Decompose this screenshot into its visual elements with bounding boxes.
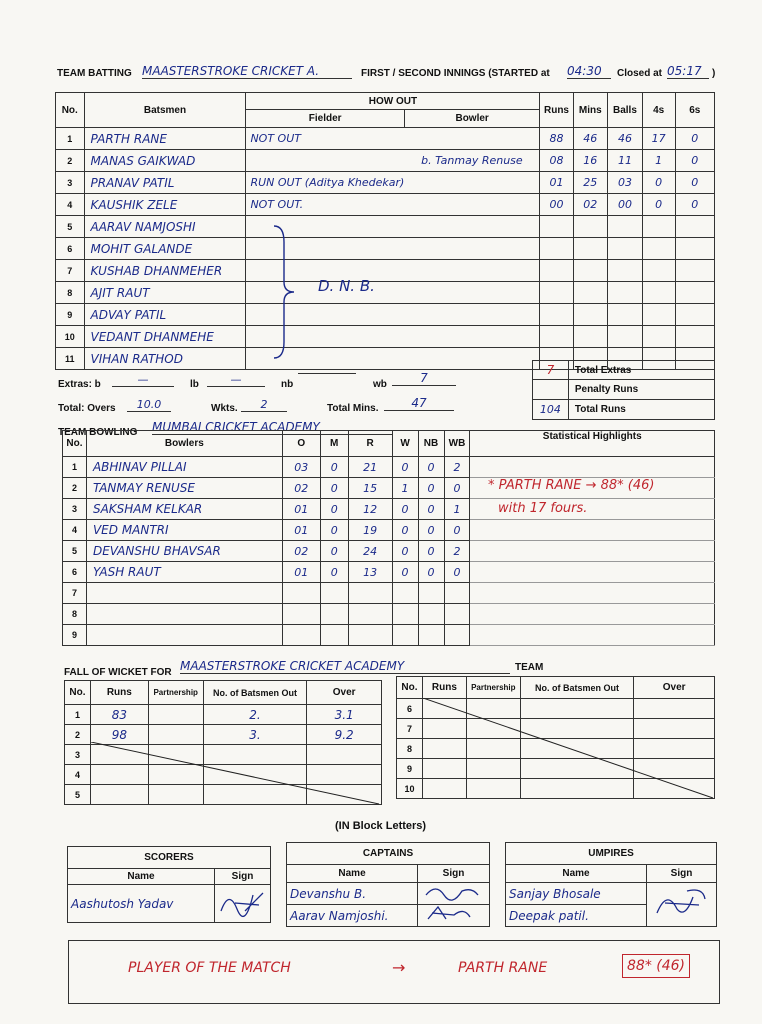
nb-label: nb (281, 379, 294, 390)
batsman-balls (608, 282, 643, 304)
total-mins-label: Total Mins. (327, 403, 379, 414)
bowler-runs: 12 (348, 499, 392, 520)
dismissal-bowler (404, 128, 540, 150)
batsman-sixes: 0 (675, 150, 715, 172)
batsman-no: 1 (56, 128, 85, 150)
bowler-name: SAKSHAM KELKAR (86, 499, 282, 520)
batsman-balls: 46 (608, 128, 643, 150)
bowler-runs: 19 (348, 520, 392, 541)
bowler-runs (348, 583, 392, 604)
bowler-maidens: 0 (320, 457, 348, 478)
bowler-wickets: 0 (392, 541, 418, 562)
fow-label: FALL OF WICKET FOR (64, 667, 172, 678)
bowler-noballs (418, 604, 444, 625)
bowler-runs: 21 (348, 457, 392, 478)
total-extras-value: 7 (533, 361, 569, 380)
batsman-name: ADVAY PATIL (84, 304, 246, 326)
bowler-maidens: 0 (320, 478, 348, 499)
col-4s: 4s (642, 93, 675, 128)
team-batting-label: TEAM BATTING (57, 68, 132, 79)
fow-over: 3.1 (307, 705, 382, 725)
dismissal-bowler (404, 326, 540, 348)
fow-no: 1 (65, 705, 91, 725)
batsman-balls: 00 (608, 194, 643, 216)
batsman-name: MANAS GAIKWAD (84, 150, 246, 172)
fow-col-runs-r: Runs (422, 677, 466, 699)
col-m: M (320, 431, 348, 457)
lb-label: lb (190, 379, 199, 390)
batsman-mins: 25 (573, 172, 608, 194)
col-bowl-no: No. (63, 431, 87, 457)
bowler-runs: 15 (348, 478, 392, 499)
team-bowling-value: MUMBAI CRICKET ACADEMY (152, 420, 392, 435)
batsman-sixes (675, 260, 715, 282)
col-w: W (392, 431, 418, 457)
batsman-fours (642, 260, 675, 282)
captains-title: CAPTAINS (287, 843, 490, 865)
highlights-cell (470, 541, 715, 562)
batsman-no: 8 (56, 282, 85, 304)
bowler-maidens (320, 625, 348, 646)
batsman-fours: 1 (642, 150, 675, 172)
bowler-wides (444, 583, 470, 604)
batting-row (56, 194, 715, 216)
total-overs: 10.0 (127, 398, 171, 412)
batsman-name: AJIT RAUT (84, 282, 246, 304)
col-bowlers: Bowlers (86, 431, 282, 457)
bowler-wides: 2 (444, 541, 470, 562)
potm-score: 88* (46) (622, 954, 690, 978)
batsman-mins (573, 238, 608, 260)
block-letters-note: (IN Block Letters) (335, 820, 427, 832)
bowler-wickets: 0 (392, 457, 418, 478)
captains-name-label: Name (287, 865, 418, 883)
batsman-fours: 0 (642, 172, 675, 194)
bowler-overs: 03 (282, 457, 320, 478)
bowling-row (63, 520, 715, 541)
bowling-row (63, 541, 715, 562)
total-overs-label: Total: Overs (58, 403, 116, 414)
batting-row (56, 128, 715, 150)
bowler-noballs: 0 (418, 562, 444, 583)
bowler-no: 7 (63, 583, 87, 604)
fow-runs: 98 (90, 725, 148, 745)
batting-row (56, 326, 715, 348)
penalty-runs-label: Penalty Runs (568, 380, 714, 400)
bowler-maidens: 0 (320, 499, 348, 520)
bowler-noballs: 0 (418, 457, 444, 478)
batting-row (56, 304, 715, 326)
batting-table (55, 92, 715, 370)
extras-wb: 7 (392, 371, 456, 386)
wkts-label: Wkts. (211, 403, 238, 414)
bowler-runs: 13 (348, 562, 392, 583)
umpires-sign-label: Sign (647, 865, 717, 883)
batsman-runs: 01 (540, 172, 573, 194)
fow-no: 6 (397, 699, 423, 719)
batsman-no: 3 (56, 172, 85, 194)
batsman-balls (608, 260, 643, 282)
extras-label: Extras: b (58, 379, 101, 390)
batsman-mins (573, 326, 608, 348)
batsman-sixes (675, 282, 715, 304)
scorers-title: SCORERS (68, 847, 271, 869)
total-extras-label: Total Extras (568, 361, 714, 380)
batsman-sixes (675, 216, 715, 238)
umpires-title: UMPIRES (506, 843, 717, 865)
bowler-overs (282, 583, 320, 604)
highlights-cell (470, 583, 715, 604)
bowling-row (63, 583, 715, 604)
umpire-name-2: Deepak patil. (506, 905, 647, 927)
batsman-no: 4 (56, 194, 85, 216)
batsman-no: 6 (56, 238, 85, 260)
col-o: O (282, 431, 320, 457)
team-batting-value: MAASTERSTROKE CRICKET A. (142, 64, 352, 79)
scorers-box (67, 846, 271, 923)
dnb-label: D. N. B. (318, 277, 375, 295)
batsman-runs (540, 238, 573, 260)
total-runs-value: 104 (533, 400, 569, 420)
dismissal-bowler (404, 282, 540, 304)
team-bowling-label: TEAM BOWLING (58, 427, 138, 438)
closed-label: Closed at (617, 68, 663, 79)
fow-no: 2 (65, 725, 91, 745)
captains-box (286, 842, 490, 927)
totals-box (532, 360, 715, 420)
potm-label: PLAYER OF THE MATCH (128, 960, 291, 976)
batsman-sixes (675, 304, 715, 326)
dismissal-bowler (404, 216, 540, 238)
col-how-out: HOW OUT (246, 93, 540, 110)
bowler-no: 4 (63, 520, 87, 541)
bowling-row (63, 562, 715, 583)
batsman-name: MOHIT GALANDE (84, 238, 246, 260)
batsman-no: 5 (56, 216, 85, 238)
batsman-fours: 0 (642, 194, 675, 216)
fow-col-no: No. (65, 681, 91, 705)
bowler-no: 1 (63, 457, 87, 478)
fow-team-suffix: TEAM (515, 662, 544, 673)
bowler-no: 5 (63, 541, 87, 562)
fow-left-strike (91, 742, 381, 806)
bowler-wickets: 0 (392, 499, 418, 520)
dismissal-bowler (404, 260, 540, 282)
batsman-sixes: 0 (675, 194, 715, 216)
fow-batsmen-out: 3. (203, 725, 307, 745)
fow-no: 4 (65, 765, 91, 785)
fow-col-runs: Runs (90, 681, 148, 705)
fow-no: 3 (65, 745, 91, 765)
bowler-overs: 02 (282, 478, 320, 499)
fow-partnership (148, 705, 203, 725)
col-bowler: Bowler (404, 110, 540, 128)
batsman-no: 10 (56, 326, 85, 348)
batsman-name: KAUSHIK ZELE (84, 194, 246, 216)
batsman-balls (608, 238, 643, 260)
highlights-cell (470, 604, 715, 625)
highlights-cell (470, 562, 715, 583)
scorer-signature (215, 885, 271, 923)
captains-sign-label: Sign (418, 865, 490, 883)
batsman-balls (608, 326, 643, 348)
batsman-sixes (675, 326, 715, 348)
umpires-box (505, 842, 717, 927)
batsman-runs (540, 304, 573, 326)
extras-lb: — (207, 373, 265, 387)
fow-no: 10 (397, 779, 423, 799)
bowler-overs (282, 604, 320, 625)
bowler-overs (282, 625, 320, 646)
col-balls: Balls (608, 93, 643, 128)
bowler-wickets (392, 583, 418, 604)
bowler-noballs: 0 (418, 499, 444, 520)
batsman-name: VIHAN RATHOD (84, 348, 246, 370)
batsman-name: VEDANT DHANMEHE (84, 326, 246, 348)
bowler-wides: 0 (444, 520, 470, 541)
fow-col-no-r: No. (397, 677, 423, 699)
scorers-sign-label: Sign (215, 869, 271, 885)
batsman-no: 11 (56, 348, 85, 370)
batting-row (56, 260, 715, 282)
batsman-runs (540, 260, 573, 282)
batsman-mins: 16 (573, 150, 608, 172)
bowler-noballs: 0 (418, 520, 444, 541)
batting-row (56, 282, 715, 304)
batsman-mins: 46 (573, 128, 608, 150)
fow-no: 9 (397, 759, 423, 779)
bowler-overs: 02 (282, 541, 320, 562)
bowler-name: TANMAY RENUSE (86, 478, 282, 499)
bowler-overs: 01 (282, 499, 320, 520)
batsman-name: PARTH RANE (84, 128, 246, 150)
bowler-name: ABHINAV PILLAI (86, 457, 282, 478)
batsman-no: 7 (56, 260, 85, 282)
batsman-fours (642, 216, 675, 238)
penalty-runs-value (533, 380, 569, 400)
fow-runs: 83 (90, 705, 148, 725)
captain-name-1: Devanshu B. (287, 883, 418, 905)
bowler-maidens: 0 (320, 541, 348, 562)
bowler-no: 8 (63, 604, 87, 625)
total-mins: 47 (384, 396, 454, 411)
fow-over: 9.2 (307, 725, 382, 745)
fow-no: 5 (65, 785, 91, 805)
bowling-row (63, 457, 715, 478)
bowler-wides: 2 (444, 457, 470, 478)
fow-right-strike (423, 698, 715, 800)
dismissal-fielder: RUN OUT (Aditya Khedekar) (246, 172, 404, 194)
col-batsmen: Batsmen (84, 93, 246, 128)
bowling-row (63, 499, 715, 520)
fow-no: 8 (397, 739, 423, 759)
scorers-name-label: Name (68, 869, 215, 885)
batsman-mins (573, 282, 608, 304)
highlights-cell (470, 457, 715, 478)
dismissal-bowler (404, 172, 540, 194)
bowler-wickets: 1 (392, 478, 418, 499)
bowling-row (63, 604, 715, 625)
dnb-brace (270, 222, 300, 362)
bowler-no: 2 (63, 478, 87, 499)
bowler-no: 9 (63, 625, 87, 646)
extras-nb (298, 373, 356, 374)
batsman-no: 9 (56, 304, 85, 326)
bowler-wickets: 0 (392, 520, 418, 541)
batsman-balls (608, 304, 643, 326)
batsman-fours (642, 238, 675, 260)
batsman-fours (642, 304, 675, 326)
dismissal-bowler (404, 304, 540, 326)
batsman-runs: 00 (540, 194, 573, 216)
highlights-cell (470, 625, 715, 646)
batsman-no: 2 (56, 150, 85, 172)
dismissal-bowler (404, 238, 540, 260)
batting-row (56, 216, 715, 238)
batsman-runs (540, 216, 573, 238)
dismissal-bowler (404, 348, 540, 370)
bowler-name (86, 625, 282, 646)
closed-at: 05:17 (667, 64, 709, 79)
batsman-balls: 03 (608, 172, 643, 194)
bowler-wides (444, 625, 470, 646)
batsman-sixes: 0 (675, 128, 715, 150)
fow-row (65, 705, 382, 725)
umpire-signature (647, 883, 717, 927)
potm-arrow: → (392, 958, 406, 977)
batsman-runs: 88 (540, 128, 573, 150)
batsman-fours (642, 326, 675, 348)
batsman-name: PRANAV PATIL (84, 172, 246, 194)
bowler-noballs (418, 625, 444, 646)
highlight-line2: with 17 fours. (498, 501, 588, 516)
batsman-balls: 11 (608, 150, 643, 172)
bowler-wides (444, 604, 470, 625)
captain-name-2: Aarav Namjoshi. (287, 905, 418, 927)
innings-label: FIRST / SECOND INNINGS (STARTED at (361, 68, 550, 79)
bowler-wides: 0 (444, 562, 470, 583)
bowler-name: VED MANTRI (86, 520, 282, 541)
col-nb: NB (418, 431, 444, 457)
bowler-wides: 1 (444, 499, 470, 520)
bowler-overs: 01 (282, 520, 320, 541)
bowler-name: YASH RAUT (86, 562, 282, 583)
bowling-table (62, 430, 715, 646)
batsman-runs (540, 326, 573, 348)
bowler-no: 3 (63, 499, 87, 520)
bowler-runs (348, 625, 392, 646)
fow-team-value: MAASTERSTROKE CRICKET ACADEMY (180, 659, 510, 674)
batsman-sixes: 0 (675, 172, 715, 194)
bowler-noballs: 0 (418, 478, 444, 499)
wkts: 2 (241, 398, 287, 412)
bowler-maidens: 0 (320, 520, 348, 541)
fow-col-partnership-r: Partnership (466, 677, 520, 699)
captain-signature-2 (418, 905, 490, 927)
bowler-no: 6 (63, 562, 87, 583)
col-r: R (348, 431, 392, 457)
bowler-maidens: 0 (320, 562, 348, 583)
col-wb: WB (444, 431, 470, 457)
batsman-fours (642, 282, 675, 304)
dismissal-bowler (404, 194, 540, 216)
closing-paren: ) (712, 68, 716, 79)
batting-row (56, 172, 715, 194)
bowler-overs: 01 (282, 562, 320, 583)
batsman-fours: 17 (642, 128, 675, 150)
highlights-header: Statistical Highlights (470, 431, 715, 457)
fow-col-partnership: Partnership (148, 681, 203, 705)
fow-col-batsmen-out-r: No. of Batsmen Out (520, 677, 634, 699)
fow-batsmen-out: 2. (203, 705, 307, 725)
batting-row (56, 238, 715, 260)
bowler-maidens (320, 583, 348, 604)
batsman-runs: 08 (540, 150, 573, 172)
fow-col-over-r: Over (634, 677, 715, 699)
fow-col-batsmen-out: No. of Batsmen Out (203, 681, 307, 705)
bowling-row (63, 625, 715, 646)
batsman-runs (540, 282, 573, 304)
dismissal-fielder (246, 150, 404, 172)
col-no: No. (56, 93, 85, 128)
highlight-line1: * PARTH RANE → 88* (46) (488, 478, 655, 493)
total-runs-label: Total Runs (568, 400, 714, 420)
scorer-name: Aashutosh Yadav (68, 885, 215, 923)
highlights-cell (470, 520, 715, 541)
col-fielder: Fielder (246, 110, 404, 128)
bowler-wickets: 0 (392, 562, 418, 583)
batsman-mins: 02 (573, 194, 608, 216)
dismissal-fielder: NOT OUT (246, 128, 404, 150)
batsman-name: AARAV NAMJOSHI (84, 216, 246, 238)
fow-col-over: Over (307, 681, 382, 705)
bowler-noballs (418, 583, 444, 604)
fow-no: 7 (397, 719, 423, 739)
batsman-balls (608, 216, 643, 238)
batting-row (56, 150, 715, 172)
dismissal-fielder: NOT OUT. (246, 194, 404, 216)
batsman-sixes (675, 238, 715, 260)
bowler-noballs: 0 (418, 541, 444, 562)
bowler-wides: 0 (444, 478, 470, 499)
bowler-runs (348, 604, 392, 625)
batsman-mins (573, 260, 608, 282)
bowler-wickets (392, 604, 418, 625)
bowler-name (86, 583, 282, 604)
col-6s: 6s (675, 93, 715, 128)
bowler-name (86, 604, 282, 625)
col-mins: Mins (573, 93, 608, 128)
captain-signature-1 (418, 883, 490, 905)
batsman-mins (573, 304, 608, 326)
bowler-name: DEVANSHU BHAVSAR (86, 541, 282, 562)
bowler-maidens (320, 604, 348, 625)
extras-b: — (112, 373, 174, 387)
bowler-wickets (392, 625, 418, 646)
batsman-mins (573, 216, 608, 238)
bowler-runs: 24 (348, 541, 392, 562)
wb-label: wb (373, 379, 387, 390)
umpire-name-1: Sanjay Bhosale (506, 883, 647, 905)
potm-name: PARTH RANE (458, 960, 548, 976)
dismissal-bowler: b. Tanmay Renuse (404, 150, 540, 172)
umpires-name-label: Name (506, 865, 647, 883)
started-at: 04:30 (567, 64, 611, 79)
batsman-name: KUSHAB DHANMEHER (84, 260, 246, 282)
col-runs: Runs (540, 93, 573, 128)
